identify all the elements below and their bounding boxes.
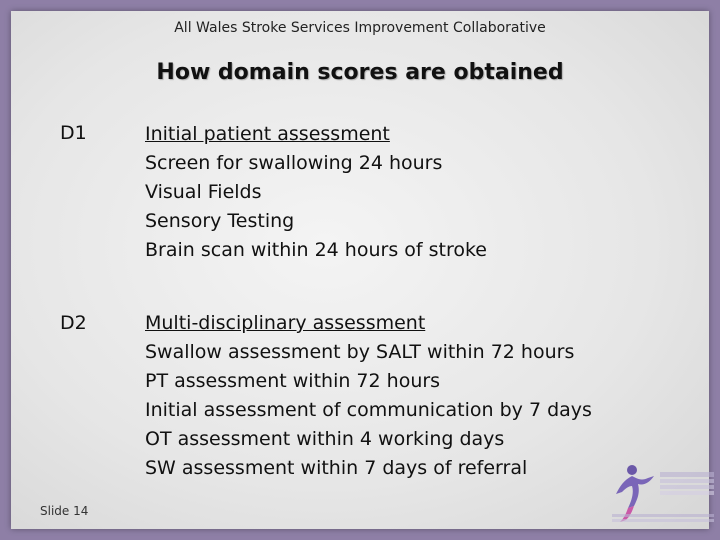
header-org-title: All Wales Stroke Services Improvement Collaborative [174,20,546,36]
domain-heading-d2: Multi-disciplinary assessment [145,312,426,334]
domain-item: SW assessment within 7 days of referral [145,457,528,479]
domain-item: PT assessment within 72 hours [145,370,441,392]
domain-item: OT assessment within 4 working days [145,428,505,450]
domain-item: Initial assessment of communication by 7 days [145,399,592,421]
domain-item: Brain scan within 24 hours of stroke [145,239,487,261]
domain-item: Sensory Testing [145,210,295,232]
domain-label-d1: D1 [60,122,87,144]
domain-list-d1 [145,120,487,265]
domain-item: Visual Fields [145,181,262,203]
domain-label-d2: D2 [60,312,87,334]
domain-heading-d1: Initial patient assessment [145,123,390,145]
logo-text-block [660,472,714,495]
domain-item: Swallow assessment by SALT within 72 hours [145,341,575,363]
page-title: How domain scores are obtained [156,60,564,85]
logo-subtext [612,514,714,522]
slide-number: Slide 14 [40,504,89,518]
domain-list-d2 [145,309,592,483]
domain-item: Screen for swallowing 24 hours [145,152,443,174]
